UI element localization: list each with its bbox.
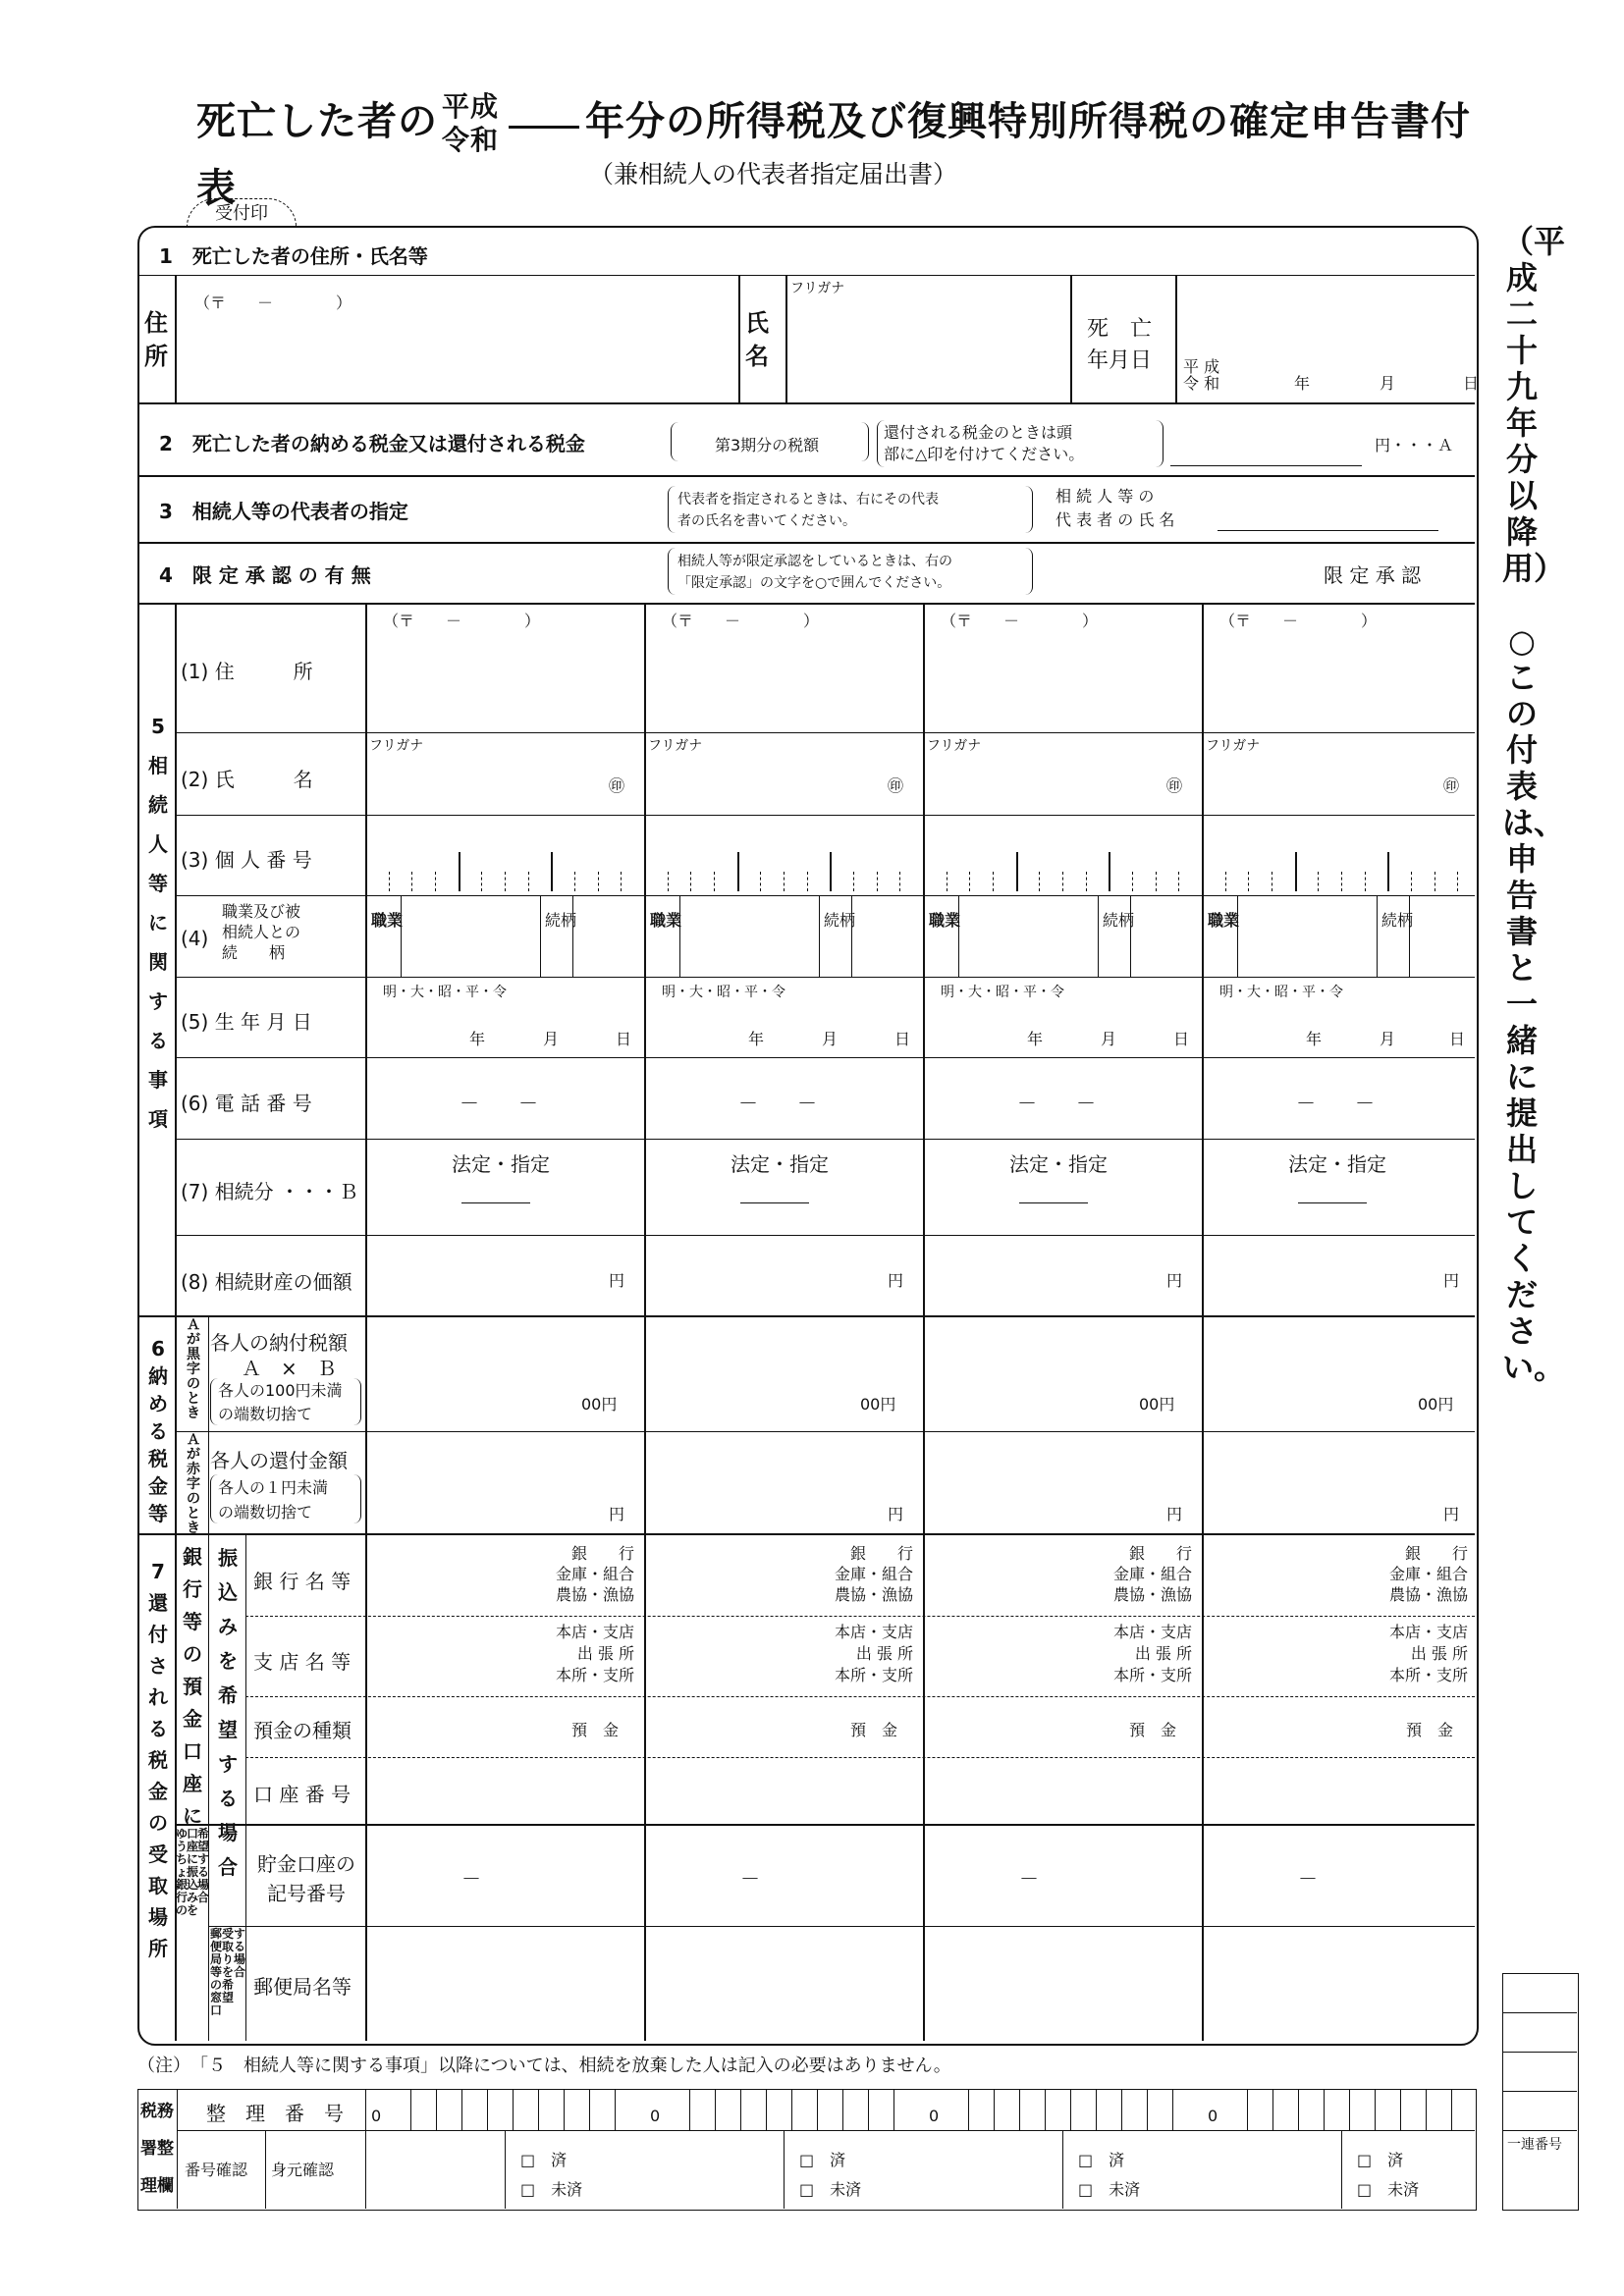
heir2-furigana: フリガナ xyxy=(648,738,703,754)
heir4-branch-options[interactable] xyxy=(1330,1622,1468,1686)
heir1-branch-options[interactable] xyxy=(497,1622,634,1686)
serial-number-label: 一連番号 xyxy=(1507,2137,1562,2153)
heir4-bank-options[interactable] xyxy=(1330,1543,1468,1605)
section1-title: 1 死亡した者の住所・氏名等 xyxy=(159,244,428,268)
seiri-divider-2-9 xyxy=(893,2089,894,2130)
mynumber-divider-1-2 xyxy=(411,872,412,891)
limited-approval-option[interactable]: 限 定 承 認 xyxy=(1324,563,1422,587)
limited-approval-note xyxy=(677,551,952,594)
heir4-month: 月 xyxy=(1380,1030,1396,1048)
seiri-divider-3-3 xyxy=(1019,2089,1020,2130)
seiri-divider-2-6 xyxy=(817,2089,818,2130)
era-heisei: 平成 xyxy=(442,90,500,123)
heir4-pay-unit: 00円 xyxy=(1418,1395,1454,1414)
heir2-relation-label: 続柄 xyxy=(824,911,856,930)
heir4-job-label: 職業 xyxy=(1208,911,1240,930)
mynumber-divider-2-3 xyxy=(714,872,715,891)
seiri-divider-4-1 xyxy=(1247,2089,1248,2130)
heir4-branch-opt-honsho[interactable]: 本所・支所 xyxy=(1388,1666,1468,1684)
tax-amount-a-unit: 円・・・Ａ xyxy=(1375,436,1454,454)
section3-title: 3 相続人等の代表者の指定 xyxy=(159,500,408,523)
yucho-vertical-2: 口座に振込みを xyxy=(187,1827,199,1917)
seiri-divider-3-4 xyxy=(1045,2089,1046,2130)
heir3-deposit: 預 金 xyxy=(1129,1721,1177,1739)
representative-note-a: 代表者を指定されるときは、右にその代表 xyxy=(677,492,939,507)
office-label-2: 署整 xyxy=(140,2139,174,2159)
heir4-check-done[interactable]: □ 済 xyxy=(1357,2151,1404,2169)
heir3-branch-opt-shucchojo[interactable]: 出 張 所 xyxy=(1134,1644,1192,1663)
heir1-check-notdone[interactable]: □ 未済 xyxy=(520,2180,583,2199)
refund-note-b: 部に△印を付けてください。 xyxy=(884,445,1085,463)
mynumber-divider-3-10 xyxy=(1156,872,1157,891)
heir2-check-done[interactable]: □ 済 xyxy=(799,2151,846,2169)
heir1-postal: （〒 － ） xyxy=(383,612,541,630)
name-label: 氏名 xyxy=(745,309,769,370)
seiri-divider-2-4 xyxy=(766,2089,767,2130)
row-share: (7) 相続分 ・・・Ｂ xyxy=(181,1180,359,1203)
mynumber-divider-2-7 xyxy=(807,872,808,891)
section5-title: 5相続人等に関する事項 xyxy=(148,715,168,1131)
tax-3rd-period-note: 第3期分の税額 xyxy=(715,436,820,454)
heir2-day: 日 xyxy=(894,1030,911,1048)
mynumber-divider-3-5 xyxy=(1039,872,1040,891)
heir4-relation-label: 続柄 xyxy=(1381,911,1414,930)
row-address: (1) 住 所 xyxy=(181,660,313,683)
representative-name-input[interactable] xyxy=(1218,491,1438,528)
transfer-vertical: 振込みを希望する場合 xyxy=(218,1546,238,1879)
heir1-relation-label: 続柄 xyxy=(545,911,577,930)
row-property: (8) 相続財産の価額 xyxy=(181,1270,352,1294)
seiri-divider-4-3 xyxy=(1298,2089,1299,2130)
heir1-day: 日 xyxy=(616,1030,632,1048)
seiri-divider-3-2 xyxy=(994,2089,995,2130)
heir2-bank-opt-nokyo[interactable]: 農協・漁協 xyxy=(834,1585,913,1604)
deceased-name-input[interactable] xyxy=(790,299,1065,398)
heir3-year: 年 xyxy=(1027,1030,1044,1048)
seiri-divider-1-3 xyxy=(461,2089,462,2130)
mynumber-divider-2-1 xyxy=(668,872,669,891)
seiri-prefix-1: 0 xyxy=(371,2107,382,2125)
death-label-2: 年月日 xyxy=(1087,348,1153,373)
row-mynumber: (3) 個 人 番 号 xyxy=(181,848,312,872)
limited-approval-note-a: 相続人等が限定承認をしているときは、右の xyxy=(677,554,952,569)
heir3-bank-opt-nokyo[interactable]: 農協・漁協 xyxy=(1112,1585,1192,1604)
tax-amount-a-input[interactable] xyxy=(1170,424,1362,463)
post-vertical-1: 郵便局等の窓口 xyxy=(210,1927,223,2017)
representative-label xyxy=(1056,485,1174,532)
row-occupation-3: 続 柄 xyxy=(222,943,286,962)
office-label-1: 税務 xyxy=(140,2102,174,2121)
seiri-divider-1-4 xyxy=(487,2089,488,2130)
heir1-eras: 明・大・昭・平・令 xyxy=(383,985,507,1000)
heir1-property-unit: 円 xyxy=(609,1271,625,1290)
heir3-branch-opt-honten[interactable]: 本店・支店 xyxy=(1112,1623,1192,1641)
seiri-divider-2-8 xyxy=(868,2089,869,2130)
heir1-bank-options[interactable] xyxy=(497,1543,634,1605)
heir2-pay-unit: 00円 xyxy=(860,1395,896,1414)
a-red-label: Ａが赤字のとき xyxy=(187,1432,200,1536)
heir3-check[interactable] xyxy=(1078,2146,1140,2205)
pay-label-1: 各人の納付税額 xyxy=(210,1331,348,1355)
heir3-seal-icon: ㊞ xyxy=(1166,776,1183,795)
mynumber-divider-1-9 xyxy=(574,872,575,891)
mynumber-divider-4-9 xyxy=(1411,872,1412,891)
heir2-branch-options[interactable] xyxy=(776,1622,913,1686)
heir3-branch-opt-honsho[interactable]: 本所・支所 xyxy=(1112,1666,1192,1684)
mynumber-divider-1-10 xyxy=(598,872,599,891)
heir4-refund-unit: 円 xyxy=(1443,1505,1460,1523)
heir1-refund-unit: 円 xyxy=(609,1505,625,1523)
deposit-type-label: 預金の種類 xyxy=(253,1719,352,1742)
office-label-3: 理欄 xyxy=(140,2176,174,2196)
refund-label-2 xyxy=(218,1475,328,1524)
heir4-phone: － － xyxy=(1296,1092,1375,1115)
heir4-yucho-dash: － xyxy=(1298,1867,1318,1891)
seiri-divider-1-8 xyxy=(589,2089,590,2130)
heir4-eras: 明・大・昭・平・令 xyxy=(1219,985,1343,1000)
heir2-share: 法定・指定 xyxy=(731,1152,829,1176)
year-blank[interactable] xyxy=(509,126,579,129)
heir4-branch-opt-shucchojo[interactable]: 出 張 所 xyxy=(1410,1644,1468,1663)
era-heisei-small: 平 成 xyxy=(1183,357,1220,376)
mynumber-divider-4-2 xyxy=(1248,872,1249,891)
mynumber-divider-4-8 xyxy=(1387,852,1389,891)
seiri-divider-2-2 xyxy=(715,2089,716,2130)
row-name: (2) 氏 名 xyxy=(181,768,313,791)
heir1-check-done[interactable]: □ 済 xyxy=(520,2151,568,2169)
heir2-month: 月 xyxy=(822,1030,839,1048)
death-month-unit: 月 xyxy=(1380,374,1396,393)
heir1-job-label: 職業 xyxy=(371,911,404,930)
mynumber-divider-4-1 xyxy=(1225,872,1226,891)
era-reiwa-small: 令 和 xyxy=(1183,374,1220,393)
seiri-divider-4-4 xyxy=(1324,2089,1325,2130)
post-vertical-3: する場合 xyxy=(234,1927,246,1979)
heir2-phone: － － xyxy=(738,1092,817,1115)
seiri-divider-2-3 xyxy=(740,2089,741,2130)
death-label-1: 死 亡 xyxy=(1087,317,1153,342)
heir4-postal: （〒 － ） xyxy=(1219,612,1378,630)
heir1-phone: － － xyxy=(460,1092,538,1115)
heir1-seal-icon: ㊞ xyxy=(609,776,625,795)
seiri-prefix-4: 0 xyxy=(1208,2107,1218,2125)
seiri-label: 整 理 番 号 xyxy=(206,2102,344,2125)
seiri-divider-3-7 xyxy=(1121,2089,1122,2130)
heir4-bank-opt-nokyo[interactable]: 農協・漁協 xyxy=(1388,1585,1468,1604)
row-phone: (6) 電 話 番 号 xyxy=(181,1092,312,1115)
limited-approval-note-b: 「限定承認」の文字を○で囲んでください。 xyxy=(677,575,951,591)
heir2-deposit: 預 金 xyxy=(850,1721,898,1739)
heir4-share: 法定・指定 xyxy=(1288,1152,1386,1176)
seiri-prefix-3: 0 xyxy=(929,2107,940,2125)
heir1-share: 法定・指定 xyxy=(452,1152,550,1176)
heir4-check-notdone[interactable]: □ 未済 xyxy=(1357,2180,1420,2199)
deceased-address-input[interactable] xyxy=(177,314,736,400)
mynumber-divider-3-11 xyxy=(1178,872,1179,891)
heir1-yucho-dash: － xyxy=(461,1867,481,1891)
heir3-day: 日 xyxy=(1173,1030,1190,1048)
seiri-divider-2-5 xyxy=(791,2089,792,2130)
mynumber-divider-1-5 xyxy=(481,872,482,891)
seiri-divider-4-9 xyxy=(1451,2089,1452,2130)
heir4-deposit: 預 金 xyxy=(1406,1721,1454,1739)
heir3-bank-opt-shinkin[interactable]: 金庫・組合 xyxy=(1112,1565,1192,1583)
row-occupation-num: (4) xyxy=(181,927,209,950)
seiri-divider-3-8 xyxy=(1147,2089,1148,2130)
pay-label-3a: 各人の100円未満 xyxy=(218,1381,343,1400)
mynumber-divider-2-10 xyxy=(877,872,878,891)
heir3-furigana: フリガナ xyxy=(927,738,982,754)
heir3-job-label: 職業 xyxy=(929,911,961,930)
heir1-deposit: 預 金 xyxy=(571,1721,620,1739)
heir2-job-label: 職業 xyxy=(650,911,682,930)
yucho-label-1: 貯金口座の xyxy=(257,1852,355,1876)
bank-name-label: 銀 行 名 等 xyxy=(253,1570,352,1593)
heir3-check-notdone[interactable]: □ 未済 xyxy=(1078,2180,1141,2199)
a-black-label: Ａが黒字のとき xyxy=(187,1317,200,1421)
deceased-furigana-label: フリガナ xyxy=(790,281,845,296)
seiri-divider-4-5 xyxy=(1349,2089,1350,2130)
heir4-seal-icon: ㊞ xyxy=(1443,776,1460,795)
heir3-month: 月 xyxy=(1101,1030,1117,1048)
seiri-divider-1-6 xyxy=(538,2089,539,2130)
heir2-bank-opt-bank[interactable]: 銀 行 xyxy=(849,1544,913,1563)
row-occupation xyxy=(222,901,300,963)
period-note: （平成二十九年分以降用） xyxy=(1502,223,1566,587)
heir1-bank-opt-shinkin[interactable]: 金庫・組合 xyxy=(555,1565,634,1583)
heir2-branch-opt-shucchojo[interactable]: 出 張 所 xyxy=(855,1644,913,1663)
heir4-bank-opt-shinkin[interactable]: 金庫・組合 xyxy=(1388,1565,1468,1583)
heir3-property-unit: 円 xyxy=(1166,1271,1183,1290)
reception-stamp: 受付印 xyxy=(187,198,297,227)
heir4-bank-opt-bank[interactable]: 銀 行 xyxy=(1404,1544,1468,1563)
refund-note xyxy=(884,422,1084,465)
heir2-seal-icon: ㊞ xyxy=(888,776,904,795)
row-birth: (5) 生 年 月 日 xyxy=(181,1010,312,1034)
deceased-postal: （〒 － ） xyxy=(194,294,352,312)
title-suffix: 年分の所得税及び復興特別所得税の確定申告書付表 xyxy=(196,99,1472,211)
mynumber-divider-4-4 xyxy=(1295,852,1297,891)
yucho-label xyxy=(257,1849,355,1908)
mynumber-divider-2-11 xyxy=(899,872,900,891)
heir4-furigana: フリガナ xyxy=(1206,738,1261,754)
heir2-branch-opt-honsho[interactable]: 本所・支所 xyxy=(834,1666,913,1684)
heir1-branch-opt-honten[interactable]: 本店・支店 xyxy=(555,1623,634,1641)
heir2-bank-options[interactable] xyxy=(776,1543,913,1605)
section7-title: 7還付される税金の受取場所 xyxy=(148,1560,168,1960)
seiri-divider-4-7 xyxy=(1400,2089,1401,2130)
mynumber-divider-3-7 xyxy=(1086,872,1087,891)
account-number-label: 口 座 番 号 xyxy=(253,1783,352,1806)
heir4-check[interactable] xyxy=(1357,2146,1419,2205)
heir3-pay-unit: 00円 xyxy=(1139,1395,1175,1414)
heir1-branch-opt-shucchojo[interactable]: 出 張 所 xyxy=(576,1644,634,1663)
mynumber-divider-2-5 xyxy=(760,872,761,891)
representative-label-a: 相 続 人 等 の xyxy=(1056,487,1155,506)
heir3-check-done[interactable]: □ 済 xyxy=(1078,2151,1125,2169)
mynumber-divider-4-11 xyxy=(1457,872,1458,891)
heir3-yucho-dash: － xyxy=(1019,1867,1039,1891)
heir4-property-unit: 円 xyxy=(1443,1271,1460,1290)
heir3-bank-opt-bank[interactable]: 銀 行 xyxy=(1128,1544,1192,1563)
pay-label-2: Ａ × Ｂ xyxy=(242,1357,337,1380)
seiri-divider-4-8 xyxy=(1426,2089,1427,2130)
mynumber-divider-3-9 xyxy=(1132,872,1133,891)
seiri-divider-1-1 xyxy=(410,2089,411,2130)
mynumber-divider-3-2 xyxy=(969,872,970,891)
representative-label-b: 代 表 者 の 氏 名 xyxy=(1056,510,1175,529)
seiri-divider-1-9 xyxy=(615,2089,616,2130)
seiri-divider-4-6 xyxy=(1375,2089,1376,2130)
seiri-divider-1-2 xyxy=(436,2089,437,2130)
refund-label-1: 各人の還付金額 xyxy=(210,1449,348,1472)
seiri-divider-1-7 xyxy=(564,2089,565,2130)
heir2-check[interactable] xyxy=(799,2146,861,2205)
seiri-divider-2-7 xyxy=(842,2089,843,2130)
heir4-year: 年 xyxy=(1306,1030,1323,1048)
footnote: （注） 「５ 相続人等に関する事項」以降については、相続を放棄した人は記入の必要はありません。 xyxy=(137,2056,951,2076)
mynumber-divider-1-1 xyxy=(389,872,390,891)
heir1-month: 月 xyxy=(543,1030,560,1048)
heir1-branch-opt-honsho[interactable]: 本所・支所 xyxy=(555,1666,634,1684)
yucho-vertical-3: 希望する場合 xyxy=(197,1827,210,1904)
heir2-property-unit: 円 xyxy=(888,1271,904,1290)
heir2-eras: 明・大・昭・平・令 xyxy=(662,985,785,1000)
section4-title: 4 限 定 承 認 の 有 無 xyxy=(159,563,371,587)
refund-label-2a: 各人の１円未満 xyxy=(218,1478,329,1497)
post-office-label: 郵便局名等 xyxy=(253,1975,352,1999)
heir4-day: 日 xyxy=(1449,1030,1466,1048)
mynumber-divider-2-9 xyxy=(853,872,854,891)
mynumber-divider-1-11 xyxy=(621,872,622,891)
submit-note: ○この付表は、申告書と一緒に提出してください。 xyxy=(1502,622,1566,1386)
mynumber-divider-3-6 xyxy=(1062,872,1063,891)
heir1-year: 年 xyxy=(469,1030,486,1048)
bank-account-vertical: 銀行等の預金口座に xyxy=(183,1545,202,1828)
representative-note-b: 者の氏名を書いてください。 xyxy=(677,513,856,529)
row-occupation-1: 職業及び被 xyxy=(222,902,301,921)
mynumber-divider-2-8 xyxy=(830,852,832,891)
heir3-phone: － － xyxy=(1017,1092,1096,1115)
refund-note-a: 還付される税金のときは頭 xyxy=(884,423,1073,442)
heir2-branch-opt-honten[interactable]: 本店・支店 xyxy=(834,1623,913,1641)
heir2-postal: （〒 － ） xyxy=(662,612,820,630)
yucho-vertical-1: ゆうちょ銀行の xyxy=(176,1827,189,1917)
yucho-label-2: 記号番号 xyxy=(267,1882,346,1905)
death-day-unit: 日 xyxy=(1463,374,1480,393)
pay-label-3 xyxy=(218,1379,343,1426)
mynumber-divider-3-3 xyxy=(993,872,994,891)
heir1-pay-unit: 00円 xyxy=(581,1395,618,1414)
mynumber-divider-3-8 xyxy=(1109,852,1110,891)
seiri-divider-3-6 xyxy=(1096,2089,1097,2130)
mynumber-divider-4-5 xyxy=(1318,872,1319,891)
branch-name-label: 支 店 名 等 xyxy=(253,1650,352,1674)
mynumber-divider-1-6 xyxy=(505,872,506,891)
mynumber-divider-1-8 xyxy=(551,852,553,891)
heir2-refund-unit: 円 xyxy=(888,1505,904,1523)
heir3-share: 法定・指定 xyxy=(1009,1152,1108,1176)
heir2-yucho-dash: － xyxy=(740,1867,760,1891)
heir4-branch-opt-honten[interactable]: 本店・支店 xyxy=(1388,1623,1468,1641)
death-year-unit: 年 xyxy=(1294,374,1311,393)
heir3-relation-label: 続柄 xyxy=(1103,911,1135,930)
heir1-check[interactable] xyxy=(520,2146,582,2205)
mynumber-divider-4-7 xyxy=(1365,872,1366,891)
seiri-divider-1-5 xyxy=(513,2089,514,2130)
mynumber-divider-1-3 xyxy=(435,872,436,891)
title-prefix: 死亡した者の xyxy=(196,99,438,144)
heir1-furigana: フリガナ xyxy=(369,738,424,754)
number-check-label: 番号確認 xyxy=(185,2161,248,2179)
mynumber-divider-1-4 xyxy=(459,852,460,891)
seiri-prefix-2: 0 xyxy=(650,2107,661,2125)
heir3-eras: 明・大・昭・平・令 xyxy=(941,985,1064,1000)
heir2-bank-opt-shinkin[interactable]: 金庫・組合 xyxy=(834,1565,913,1583)
heir3-refund-unit: 円 xyxy=(1166,1505,1183,1523)
heir2-year: 年 xyxy=(748,1030,765,1048)
heir3-bank-options[interactable] xyxy=(1055,1543,1192,1605)
mynumber-divider-1-7 xyxy=(528,872,529,891)
representative-note xyxy=(677,489,939,532)
row-occupation-2: 相続人との xyxy=(222,923,301,941)
serial-number-box[interactable] xyxy=(1502,1973,1579,2211)
heir2-check-notdone[interactable]: □ 未済 xyxy=(799,2180,862,2199)
office-label xyxy=(139,2093,175,2205)
mynumber-divider-2-6 xyxy=(784,872,785,891)
era-reiwa: 令和 xyxy=(442,124,500,156)
heir3-branch-options[interactable] xyxy=(1055,1622,1192,1686)
heir3-postal: （〒 － ） xyxy=(941,612,1099,630)
heir1-bank-opt-bank[interactable]: 銀 行 xyxy=(570,1544,634,1563)
seiri-divider-3-9 xyxy=(1172,2089,1173,2130)
mynumber-divider-3-4 xyxy=(1016,852,1018,891)
section2-title: 2 死亡した者の納める税金又は還付される税金 xyxy=(159,432,585,455)
seiri-divider-2-1 xyxy=(689,2089,690,2130)
mynumber-divider-2-2 xyxy=(690,872,691,891)
death-era xyxy=(1183,358,1219,392)
post-vertical-2: 受取りを希望 xyxy=(222,1927,235,2004)
pay-label-3b: の端数切捨て xyxy=(218,1405,313,1423)
identity-check-label: 身元確認 xyxy=(271,2161,335,2179)
side-instruction xyxy=(1502,223,1566,1386)
seiri-divider-4-2 xyxy=(1272,2089,1273,2130)
section6-title: 6納める税金等 xyxy=(148,1337,168,1525)
form-subtitle: （兼相続人の代表者指定届出書） xyxy=(589,160,958,188)
seiri-divider-3-1 xyxy=(968,2089,969,2130)
heir1-bank-opt-nokyo[interactable]: 農協・漁協 xyxy=(555,1585,634,1604)
seiri-divider-3-5 xyxy=(1070,2089,1071,2130)
mynumber-divider-4-6 xyxy=(1341,872,1342,891)
mynumber-divider-2-4 xyxy=(737,852,739,891)
address-label: 住所 xyxy=(144,309,168,370)
refund-label-2b: の端数切捨て xyxy=(218,1503,313,1522)
era-select xyxy=(442,90,499,157)
